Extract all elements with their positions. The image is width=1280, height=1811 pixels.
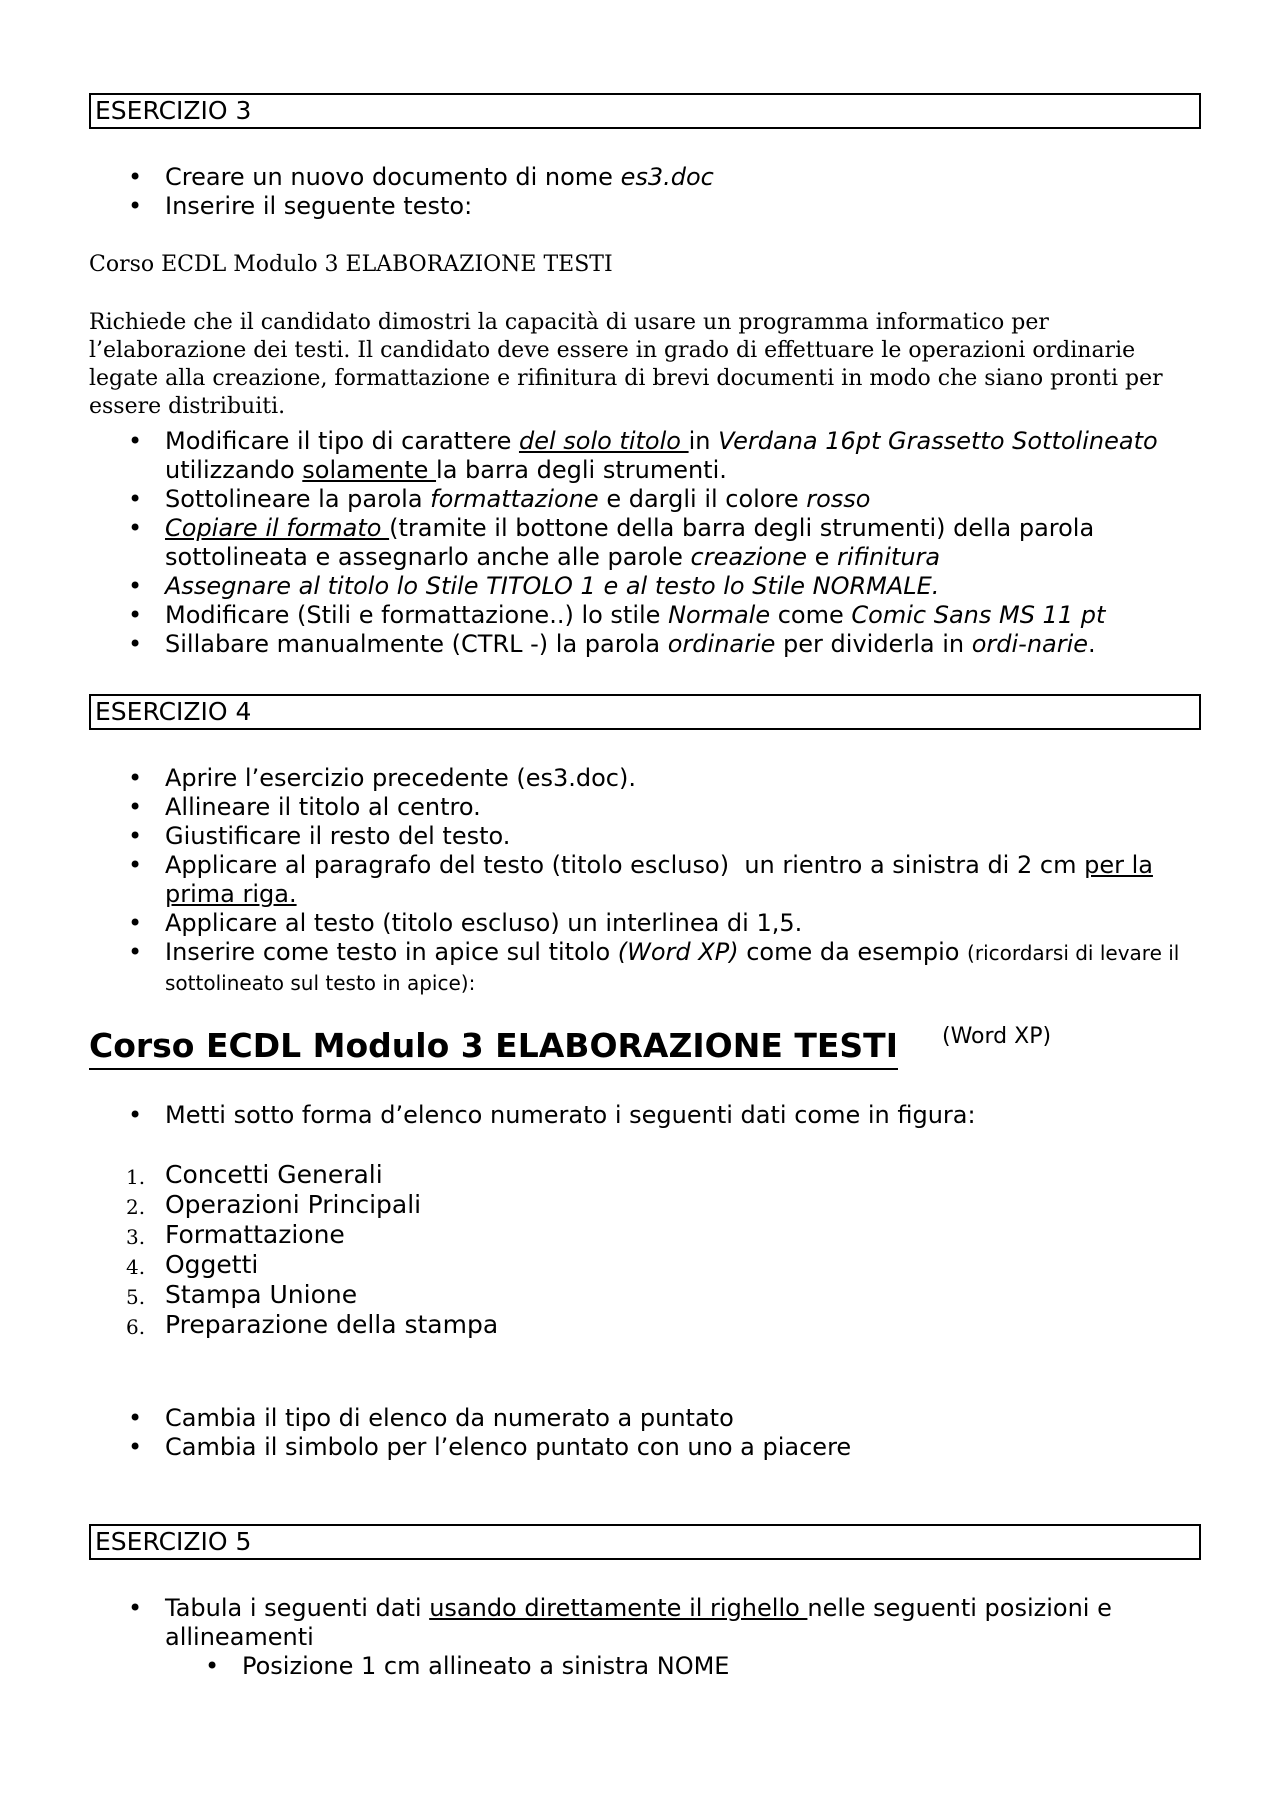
bullet-icon: •: [128, 938, 143, 966]
list-number: 5.: [126, 1285, 146, 1309]
emphasis-text: creazione: [690, 543, 807, 571]
list-item: [0, 601, 1280, 630]
text: Sottolineare la parola: [165, 485, 431, 513]
numbered-list-item: [0, 1280, 1280, 1310]
list-item: [0, 851, 1280, 909]
list-item: [0, 764, 1280, 793]
exercise-4-header: [89, 694, 1201, 730]
filename-text: es3.doc: [620, 163, 714, 191]
text: Posizione 1 cm allineato a sinistra NOME: [242, 1652, 730, 1680]
numbered-list-item: [0, 1220, 1280, 1250]
emphasis-text: Verdana 16pt Grassetto Sottolineato: [718, 427, 1158, 455]
emphasis-text: rosso: [806, 485, 871, 513]
list-item: [0, 630, 1280, 659]
bullet-icon: •: [128, 851, 143, 879]
bullet-icon: •: [128, 514, 143, 542]
list-item: [0, 1433, 1280, 1462]
exercise-5-list: [0, 1594, 1280, 1652]
example-title: Corso ECDL Modulo 3 ELABORAZIONE TESTI: [89, 1026, 898, 1070]
emphasis-text: formattazione: [430, 485, 599, 513]
list-item: [0, 427, 1280, 485]
list-item: [0, 938, 1280, 998]
list-item: [0, 909, 1280, 938]
bullet-icon: •: [128, 1101, 143, 1129]
list-item-text: Inserire il seguente testo:: [165, 192, 473, 220]
text: per dividerla in: [775, 630, 972, 658]
text: Inserire come testo in apice sul titolo: [165, 938, 618, 966]
exercise-3-intro-list: [0, 163, 1280, 221]
bullet-icon: •: [128, 1433, 143, 1461]
bullet-icon: •: [205, 1652, 220, 1680]
text: Aprire l’esercizio precedente (es3.doc).: [165, 764, 636, 792]
text: Cambia il tipo di elenco da numerato a puntato: [165, 1404, 734, 1432]
emphasis-text: Assegnare al titolo lo Stile TITOLO 1 e al testo lo Stile NORMALE.: [165, 572, 940, 600]
text: come da esempio: [738, 938, 968, 966]
sample-paragraph: Richiede che il candidato dimostri la capacità di usare un programma informatico per l’elaborazione dei testi. Il candidato deve essere in grado di effettuare le operazioni ordinarie legate alla creazione, formattazione e rifinitura di brevi documenti in modo che siano pronti per essere distribuiti.: [89, 310, 1163, 419]
text: e: [806, 543, 838, 571]
bullet-icon: •: [128, 601, 143, 629]
text: (tramite il bottone della barra degli strumenti) della parola sottolineata e assegnarlo anche alle parole: [165, 514, 1095, 571]
numbered-list-item: [0, 1190, 1280, 1220]
bullet-icon: •: [128, 1594, 143, 1622]
bullet-icon: •: [128, 572, 143, 600]
list-item: [0, 163, 1280, 192]
example-title-superscript: (Word XP): [942, 1024, 1052, 1049]
emphasis-text: (Word XP): [617, 938, 739, 966]
text: Allineare il titolo al centro.: [165, 793, 481, 821]
bullet-icon: •: [128, 793, 143, 821]
text: nelle seguenti posizioni e allineamenti: [165, 1594, 1112, 1651]
list-item-text: Oggetti: [165, 1250, 259, 1279]
numbered-list-item: [0, 1250, 1280, 1280]
emphasis-text: rifinitura: [837, 543, 941, 571]
bullet-icon: •: [128, 427, 143, 455]
text: in: [688, 427, 719, 455]
list-item: [0, 1101, 1280, 1130]
exercise-5-sublist: [0, 1652, 1280, 1681]
list-number: 6.: [126, 1315, 146, 1339]
exercise-4-list-continued: [0, 1101, 1280, 1130]
emphasis-text: Comic Sans MS 11 pt: [851, 601, 1106, 629]
list-item: [0, 192, 1280, 221]
bullet-icon: •: [128, 764, 143, 792]
text: e dargli il colore: [598, 485, 807, 513]
bullet-icon: •: [128, 192, 143, 220]
list-item: [0, 1594, 1280, 1652]
list-number: 4.: [126, 1255, 146, 1279]
list-item: [0, 1404, 1280, 1433]
bullet-icon: •: [128, 909, 143, 937]
exercise-3-header: [89, 93, 1201, 129]
list-number: 1.: [126, 1165, 146, 1189]
numbered-list: [0, 1160, 1280, 1340]
text: Cambia il simbolo per l’elenco puntato con uno a piacere: [165, 1433, 852, 1461]
underlined-text: solamente: [302, 456, 437, 484]
list-number: 2.: [126, 1195, 146, 1219]
text: Applicare al testo (titolo escluso) un interlinea di 1,5.: [165, 909, 803, 937]
list-item-text: Formattazione: [165, 1220, 345, 1249]
underlined-text: usando direttamente il righello: [429, 1594, 808, 1622]
text: Metti sotto forma d’elenco numerato i seguenti dati come in figura:: [165, 1101, 976, 1129]
emphasis-text: Normale: [668, 601, 771, 629]
exercise-4-list: [0, 764, 1280, 998]
exercise-4-list-final: [0, 1404, 1280, 1462]
bullet-icon: •: [128, 630, 143, 658]
list-item-text: Stampa Unione: [165, 1280, 358, 1309]
text: Tabula i seguenti dati: [165, 1594, 430, 1622]
bullet-icon: •: [128, 822, 143, 850]
underlined-text: per la prima riga.: [165, 851, 1153, 908]
text: Applicare al paragrafo del testo (titolo escluso) un rientro a sinistra di 2 cm: [165, 851, 1085, 879]
list-item: [0, 572, 1280, 601]
emphasis-text: Copiare il formato: [165, 514, 390, 542]
list-item-text: Operazioni Principali: [165, 1190, 422, 1219]
list-item-text: Preparazione della stampa: [165, 1310, 499, 1339]
text: Giustificare il resto del testo.: [165, 822, 511, 850]
exercise-5-header-text: ESERCIZIO 5: [95, 1527, 252, 1556]
text: Modificare (Stili e formattazione..) lo stile: [165, 601, 669, 629]
text: come: [770, 601, 852, 629]
bullet-icon: •: [128, 1404, 143, 1432]
bullet-icon: •: [128, 485, 143, 513]
exercise-4-header-text: ESERCIZIO 4: [95, 697, 252, 726]
exercise-3-header-text: ESERCIZIO 3: [95, 96, 252, 125]
list-item-text: Concetti Generali: [165, 1160, 383, 1189]
text: la barra degli strumenti.: [436, 456, 727, 484]
list-item: [0, 1652, 1280, 1681]
text: .: [1088, 630, 1096, 658]
list-item: [0, 793, 1280, 822]
numbered-list-item: [0, 1160, 1280, 1190]
bullet-icon: •: [128, 163, 143, 191]
list-item: [0, 822, 1280, 851]
sample-title: Corso ECDL Modulo 3 ELABORAZIONE TESTI: [89, 252, 613, 277]
numbered-list-item: [0, 1310, 1280, 1340]
list-number: 3.: [126, 1225, 146, 1249]
text: Sillabare manualmente (CTRL -) la parola: [165, 630, 668, 658]
emphasis-text: ordinarie: [667, 630, 776, 658]
list-item: [0, 514, 1280, 572]
text: utilizzando: [165, 456, 303, 484]
emphasis-text: del solo titolo: [518, 427, 689, 455]
exercise-5-header: [89, 1524, 1201, 1560]
emphasis-text: ordi-narie: [971, 630, 1089, 658]
list-item: [0, 485, 1280, 514]
list-item-text: Creare un nuovo documento di nome: [165, 163, 621, 191]
note-text: (ricordarsi di levare il sottolineato sul testo in apice):: [165, 941, 1180, 995]
text: Modificare il tipo di carattere: [165, 427, 519, 455]
exercise-3-task-list: [0, 427, 1280, 659]
